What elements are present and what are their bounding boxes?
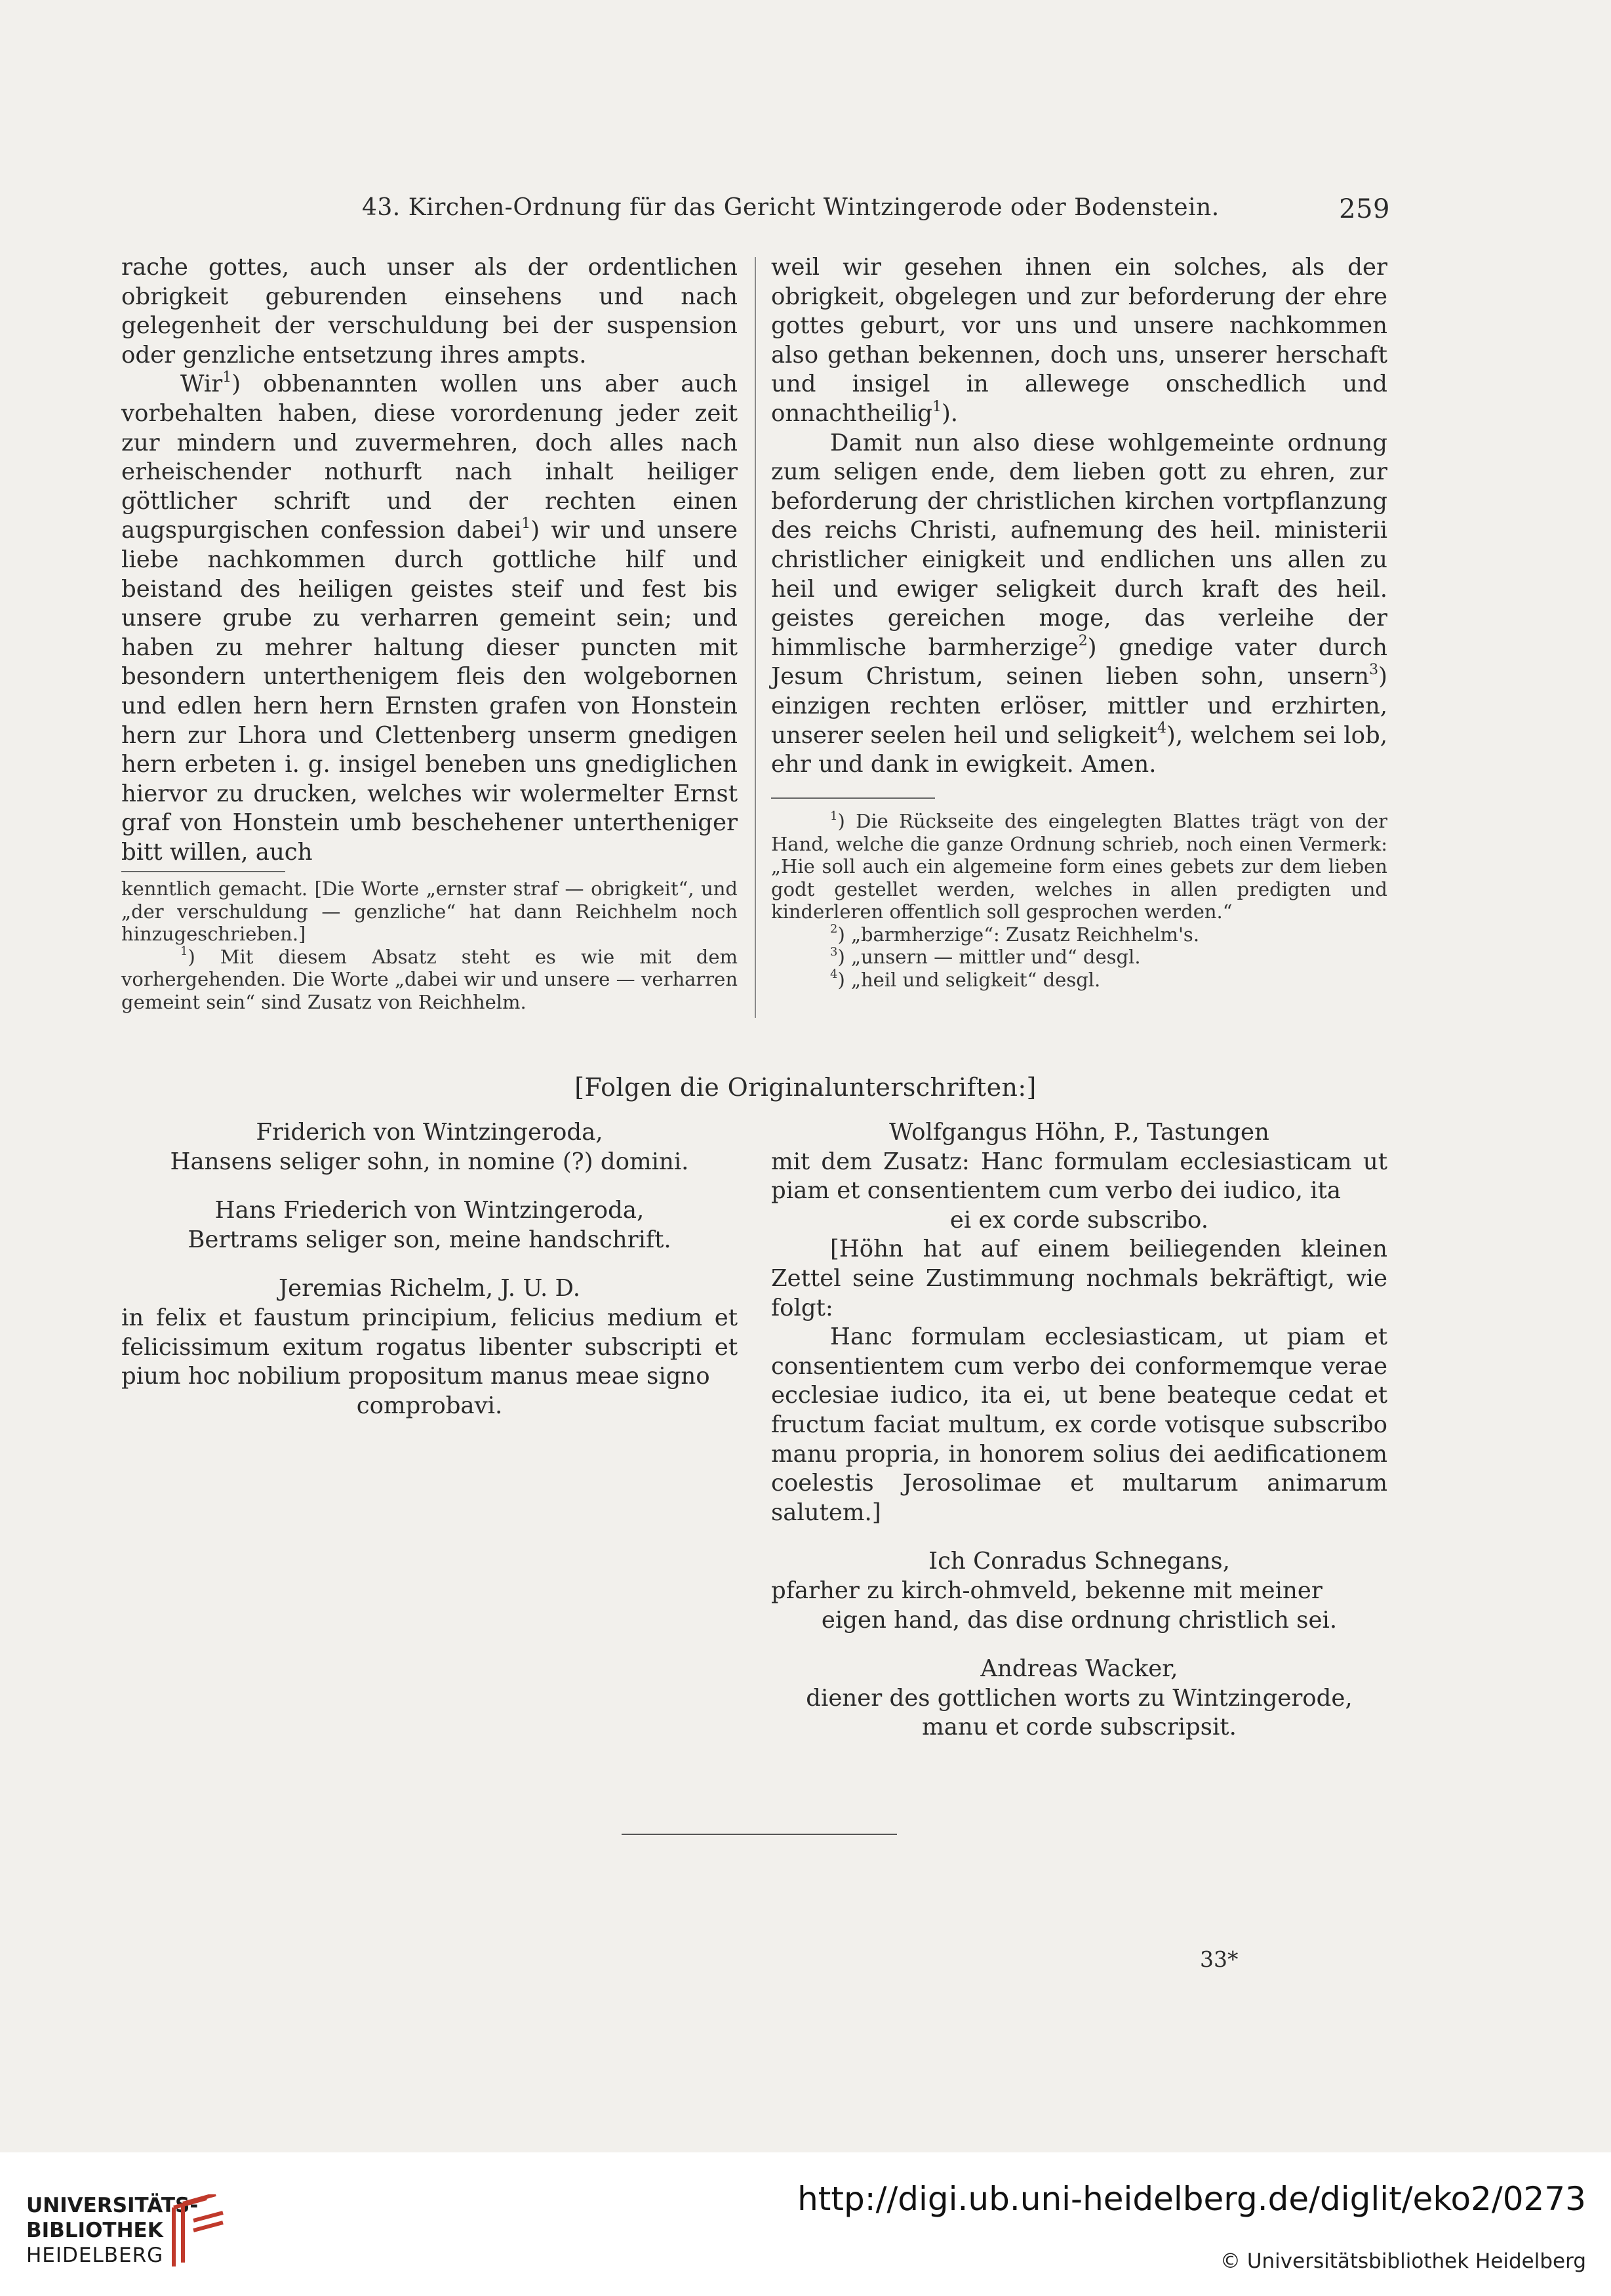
- left-paragraph-2: [121, 370, 738, 867]
- signature-line: eigen hand, das dise ordnung christlich sei.: [821, 1606, 1338, 1634]
- text-run: weil wir gesehen ihnen ein solches, als der obrigkeit, obgelegen und zur beforderung der ehre gottes geburt, vor uns und unsere nachkommen also gethan bekennen, doch uns, unserer herschaft und insigel in allewege onschedlich und onnachtheilig: [771, 254, 1387, 427]
- footnote-continuation: kenntlich gemacht. [Die Worte „ernster straf — obrigkeit“, und „der verschuldung — genzliche“ hat dann Reichhelm noch hinzugeschrieben.]: [121, 877, 738, 945]
- signature-line: Jeremias Richelm, J. U. D.: [278, 1275, 581, 1302]
- text-run: ) wir und unsere liebe nachkommen durch gottliche hilf und beistand des heiligen geistes steif und fest bis unsere grube zu verharren gemeint sein; und haben zu mehrer haltung dieser puncten mit besondern unterthenigem fleis den wolgebornen und edlen hern hern Ernsten grafen von Honstein hern zur Lhora und Clettenberg unserm gnedigen hern erbeten i. g. insigel beneben uns gnediglichen hiervor zu drucken, welches wir wolermelter Ernst graf von Honstein umb beschehener untertheniger bitt willen, auch: [121, 517, 738, 866]
- footnote-rule-left: [121, 871, 285, 872]
- signature-text: in felix et faustum principium, felicius medium et felicissimum exitum rogatus libenter subscripti et pium hoc nobilium propositum manus meae signo: [121, 1304, 738, 1390]
- text-run: ).: [941, 399, 959, 427]
- logo-line: UNIVERSITÄTS-: [26, 2194, 199, 2217]
- editorial-note: [Höhn hat auf einem beiliegenden kleinen Zettel seine Zustimmung nochmals bekräftigt, wie folgt:: [771, 1236, 1387, 1321]
- footnote-ref: 3: [1369, 662, 1379, 679]
- end-rule: [622, 1834, 897, 1835]
- footnote-mark: 1: [830, 809, 838, 823]
- signatures-heading: [Folgen die Originalunterschriften:]: [574, 1073, 1037, 1102]
- signature-block: [771, 1547, 1387, 1635]
- footnote-ref: 1: [521, 515, 531, 533]
- footnote-3-right: [771, 946, 1387, 969]
- text-run: Damit nun also diese wohlgemeinte ordnung zum seligen ende, dem lieben gott zu ehren, zur beforderung der christlichen kirchen vortpflanzung des reichs Christi, aufnemung des heil. ministerii christlicher einigkeit und endlichen uns allen zu heil und ewiger seligkeit durch kraft des heil. geistes gereichen moge, das verleihe der himmlische barmherzige: [771, 429, 1387, 661]
- footnotes-right: [771, 810, 1387, 991]
- page-number: 259: [1339, 194, 1390, 224]
- right-column: [771, 253, 1387, 780]
- footnotes-left: [121, 877, 738, 1013]
- right-paragraph-1: [771, 253, 1387, 429]
- signature-block: [771, 1655, 1387, 1742]
- signature-line: ei ex corde subscribo.: [949, 1206, 1209, 1234]
- signature-line: manu et corde subscripsit.: [922, 1714, 1237, 1741]
- text-run: ) einzigen rechten erlöser, mittler und erzhirten, unserer seelen heil und seligkeit: [771, 663, 1387, 749]
- footnote-mark: 3: [830, 944, 838, 959]
- signatures-right: [771, 1118, 1387, 1762]
- signature-line: Hansens seliger sohn, in nomine (?) domini.: [170, 1148, 689, 1175]
- footnote-ref: 2: [1078, 632, 1088, 649]
- footnote-text: ) „barmherzige“: Zusatz Reichhelm's.: [837, 923, 1200, 946]
- footnote-mark: 4: [830, 967, 838, 982]
- footnote-mark: 1: [180, 944, 188, 959]
- footnote-1-right: [771, 810, 1387, 923]
- signature-line: Wolfgangus Höhn, P., Tastungen: [889, 1119, 1269, 1146]
- left-paragraph-1: rache gottes, auch unser als der ordentlichen obrigkeit geburenden einsehens und nach gelegenheit der verschuldung bei der suspension oder genzliche entsetzung ihres ampts.: [121, 254, 738, 369]
- logo-line: HEIDELBERG: [26, 2244, 164, 2267]
- signature-line: Ich Conradus Schnegans,: [928, 1548, 1230, 1575]
- left-column: [121, 253, 738, 867]
- footnote-text: ) „unsern — mittler und“ desgl.: [837, 946, 1141, 968]
- source-url-link[interactable]: http://digi.ub.uni-heidelberg.de/diglit/eko2/0273: [797, 2180, 1586, 2218]
- signatures-left: [121, 1118, 738, 1440]
- footer-bar: [0, 2152, 1611, 2296]
- footnote-text: ) Die Rückseite des eingelegten Blattes trägt von der Hand, welche die ganze Ordnung schrieb, noch einen Vermerk: „Hie soll auch ein algemeine form eines gebets zur dem lieben godt gestellet werden, welches in allen predigten und kinderleren offentlich soll gesprochen werden.“: [771, 810, 1387, 923]
- footnote-ref: 1: [222, 369, 232, 386]
- copyright-notice: © Universitätsbibliothek Heidelberg: [1220, 2249, 1586, 2273]
- running-head-title: 43. Kirchen-Ordnung für das Gericht Wintzingerode oder Bodenstein.: [362, 194, 1220, 221]
- footnote-mark: 2: [830, 922, 838, 937]
- right-paragraph-2: [771, 429, 1387, 780]
- signature-block: [771, 1118, 1387, 1527]
- footnote-ref: 1: [932, 398, 942, 415]
- signature-line: Andreas Wacker,: [980, 1655, 1178, 1683]
- footnote-1-left: [121, 946, 738, 1014]
- signature-text: pfarher zu kirch-ohmveld, bekenne mit meiner: [771, 1577, 1323, 1604]
- text-run: ) gnedige vater durch Jesum Christum, seinen lieben sohn, unsern: [771, 634, 1387, 691]
- footnote-ref: 4: [1157, 720, 1167, 737]
- signature-block: [121, 1118, 738, 1177]
- signature-line: Hans Friederich von Wintzingeroda,: [214, 1197, 645, 1224]
- signature-block: [121, 1274, 738, 1420]
- signature-mark: 33*: [1200, 1946, 1239, 1972]
- footnote-rule-right: [771, 797, 935, 799]
- footnote-text: ) Mit diesem Absatz steht es wie mit dem vorhergehenden. Die Worte „dabei wir und unsere — verharren gemeint sein“ sind Zusatz von Reichhelm.: [121, 945, 738, 1013]
- signature-line: Bertrams seliger son, meine handschrift.: [188, 1226, 671, 1253]
- signature-line: comprobavi.: [356, 1392, 503, 1419]
- signature-text: mit dem Zusatz: Hanc formulam ecclesiasticam ut piam et consentientem cum verbo dei iudico, ita: [771, 1148, 1387, 1205]
- logo-line: BIBLIOTHEK: [26, 2219, 163, 2242]
- signature-block: [121, 1196, 738, 1255]
- signature-line: diener des gottlichen worts zu Wintzingerode,: [806, 1684, 1353, 1712]
- footnote-text: ) „heil und seligkeit“ desgl.: [837, 968, 1101, 991]
- column-divider: [755, 257, 756, 1018]
- text-run: Wir: [180, 371, 223, 398]
- quoted-text: Hanc formulam ecclesiasticam, ut piam et consentientem cum verbo dei conformemque verae ecclesiae iudico, ita ei, ut bene beateque cedat et fructum faciat multum, ex corde votisque subscribo manu propria, in honorem solius dei aedificationem coelestis Jerosolimae et multarum animarum salutem.]: [771, 1323, 1387, 1526]
- text-run: ), welchem sei lob, ehr und dank in ewigkeit. Amen.: [771, 721, 1387, 778]
- text-run: ) obbenannten wollen uns aber auch vorbehalten haben, diese vorordenung jeder zeit zur mindern und zuvermehren, doch alles nach erheischender nothurft nach inhalt heiliger göttlicher schrift und der rechten einen augspurgischen confession dabei: [121, 371, 738, 544]
- footnote-4-right: [771, 969, 1387, 992]
- footnote-2-right: [771, 923, 1387, 946]
- library-logo-icon: [161, 2194, 233, 2273]
- signature-line: Friderich von Wintzingeroda,: [256, 1119, 603, 1146]
